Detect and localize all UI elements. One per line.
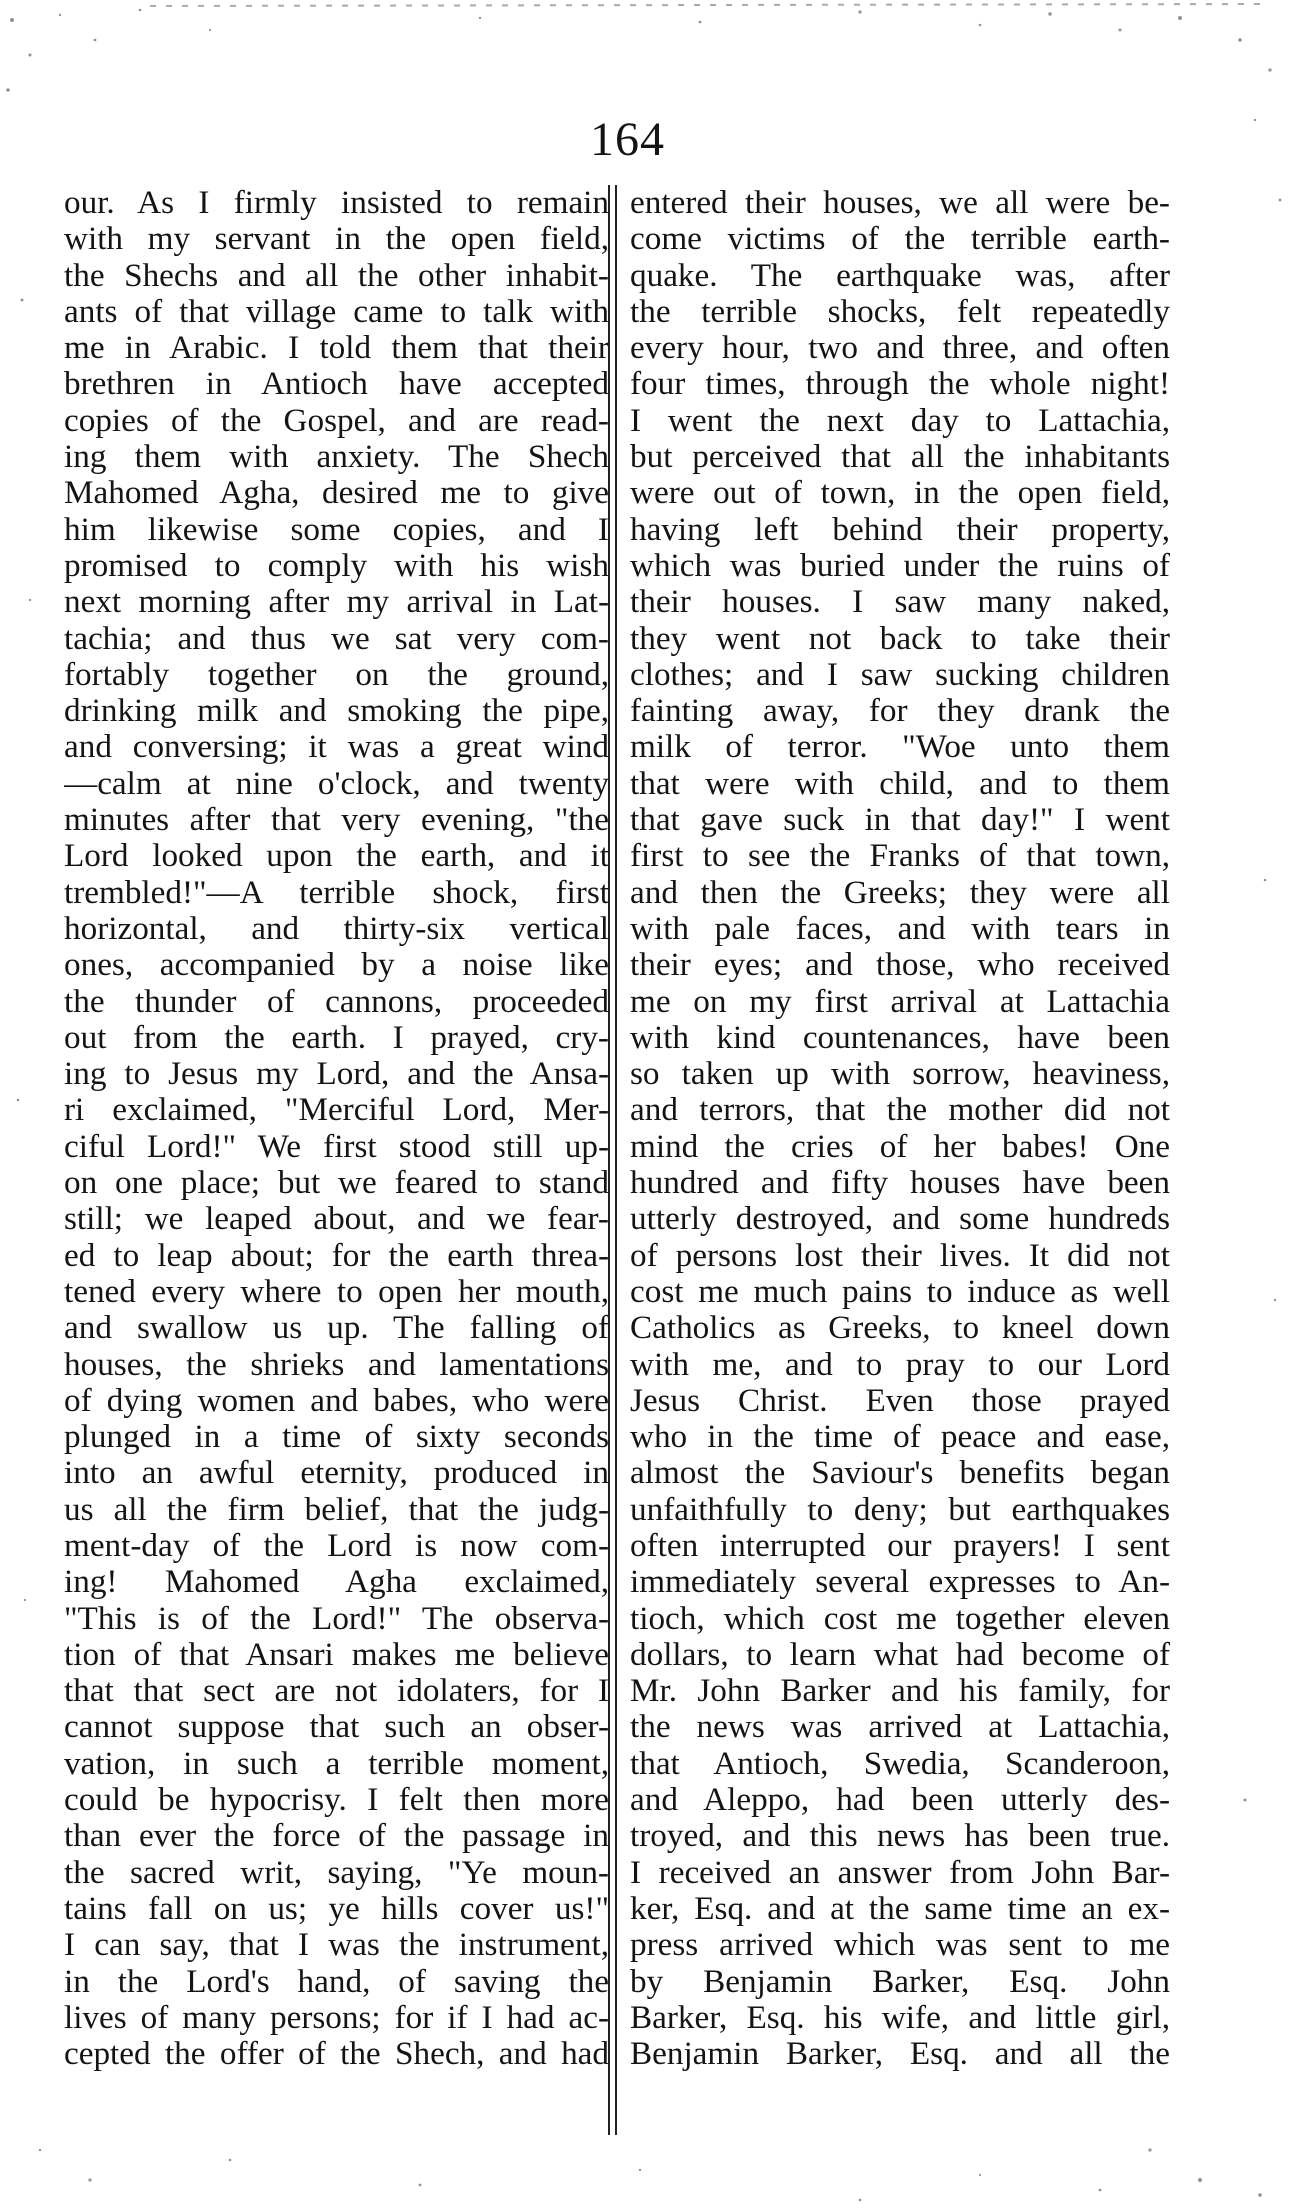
- text-line: and swallow us up. The falling of: [64, 1310, 609, 1347]
- text-line: could be hypocrisy. I felt then more: [64, 1782, 609, 1819]
- text-line: on one place; but we feared to stand: [64, 1165, 609, 1202]
- text-line: ciful Lord!" We first stood still up-: [64, 1128, 609, 1165]
- text-line: ants of that village came to talk with: [64, 293, 609, 330]
- text-line: cannot suppose that such an obser-: [64, 1709, 609, 1746]
- text-line: in the Lord's hand, of saving the: [64, 1963, 609, 2000]
- column-divider-rule: [608, 185, 617, 2135]
- text-line: horizontal, and thirty-six vertical: [64, 910, 609, 947]
- text-line: promised to comply with his wish: [64, 547, 609, 584]
- text-line: that that sect are not idolaters, for I: [64, 1673, 609, 1710]
- text-line: copies of the Gospel, and are read-: [64, 402, 609, 439]
- text-line: who in the time of peace and ease,: [630, 1419, 1170, 1456]
- text-line: ker, Esq. and at the same time an ex-: [630, 1890, 1170, 1927]
- text-line: fainting away, for they drank the: [630, 693, 1170, 730]
- text-line: houses, the shrieks and lamentations: [64, 1346, 609, 1383]
- text-line: Barker, Esq. his wife, and little girl,: [630, 1999, 1170, 2036]
- text-line: minutes after that very evening, "the: [64, 802, 609, 839]
- text-line: so taken up with sorrow, heaviness,: [630, 1056, 1170, 1093]
- text-line: tioch, which cost me together eleven: [630, 1600, 1170, 1637]
- text-line: I can say, that I was the instrument,: [64, 1927, 609, 1964]
- text-line: trembled!"—A terrible shock, first: [64, 874, 609, 911]
- text-line: I received an answer from John Bar-: [630, 1854, 1170, 1891]
- text-line: me on my first arrival at Lattachia: [630, 983, 1170, 1020]
- text-line: Mahomed Agha, desired me to give: [64, 475, 609, 512]
- text-line: tion of that Ansari makes me believe: [64, 1636, 609, 1673]
- text-line: cepted the offer of the Shech, and had: [64, 2036, 609, 2073]
- text-line: having left behind their property,: [630, 511, 1170, 548]
- text-line: four times, through the whole night!: [630, 366, 1170, 403]
- text-line: the terrible shocks, felt repeatedly: [630, 293, 1170, 330]
- text-line: "This is of the Lord!" The observa-: [64, 1600, 609, 1637]
- text-line: hundred and fifty houses have been: [630, 1165, 1170, 1202]
- text-line: with my servant in the open field,: [64, 221, 609, 258]
- text-line: their eyes; and those, who received: [630, 947, 1170, 984]
- text-line: and Aleppo, had been utterly des-: [630, 1782, 1170, 1819]
- text-line: lives of many persons; for if I had ac-: [64, 1999, 609, 2036]
- text-line: the news was arrived at Lattachia,: [630, 1709, 1170, 1746]
- text-line: immediately several expresses to An-: [630, 1564, 1170, 1601]
- text-line: the sacred writ, saying, "Ye moun-: [64, 1854, 609, 1891]
- text-line: come victims of the terrible earth-: [630, 221, 1170, 258]
- text-line: ing to Jesus my Lord, and the Ansa-: [64, 1056, 609, 1093]
- text-line: ing them with anxiety. The Shech: [64, 439, 609, 476]
- text-line: with me, and to pray to our Lord: [630, 1346, 1170, 1383]
- text-line: into an awful eternity, produced in: [64, 1455, 609, 1492]
- text-line: and terrors, that the mother did not: [630, 1092, 1170, 1129]
- text-line: every hour, two and three, and often: [630, 330, 1170, 367]
- text-line: that were with child, and to them: [630, 765, 1170, 802]
- text-line: but perceived that all the inhabitants: [630, 439, 1170, 476]
- text-line: Catholics as Greeks, to kneel down: [630, 1310, 1170, 1347]
- page-number: 164: [590, 113, 665, 166]
- text-line: ing! Mahomed Agha exclaimed,: [64, 1564, 609, 1601]
- text-line: with pale faces, and with tears in: [630, 910, 1170, 947]
- text-line: the thunder of cannons, proceeded: [64, 983, 609, 1020]
- text-line: fortably together on the ground,: [64, 656, 609, 693]
- text-line: Jesus Christ. Even those prayed: [630, 1382, 1170, 1419]
- text-line: press arrived which was sent to me: [630, 1927, 1170, 1964]
- right-column: [630, 185, 1170, 2072]
- text-line: of dying women and babes, who were: [64, 1382, 609, 1419]
- text-line: us all the firm belief, that the judg-: [64, 1491, 609, 1528]
- text-line: first to see the Franks of that town,: [630, 838, 1170, 875]
- text-line: cost me much pains to induce as well: [630, 1273, 1170, 1310]
- text-line: Benjamin Barker, Esq. and all the: [630, 2036, 1170, 2073]
- text-line: their houses. I saw many naked,: [630, 584, 1170, 621]
- text-line: ed to leap about; for the earth threa-: [64, 1237, 609, 1274]
- text-line: which was buried under the ruins of: [630, 547, 1170, 584]
- text-line: quake. The earthquake was, after: [630, 257, 1170, 294]
- text-line: out from the earth. I prayed, cry-: [64, 1019, 609, 1056]
- text-line: of persons lost their lives. It did not: [630, 1237, 1170, 1274]
- text-line: mind the cries of her babes! One: [630, 1128, 1170, 1165]
- text-line: the Shechs and all the other inhabit-: [64, 257, 609, 294]
- text-line: —calm at nine o'clock, and twenty: [64, 765, 609, 802]
- text-line: next morning after my arrival in Lat-: [64, 584, 609, 621]
- text-line: tachia; and thus we sat very com-: [64, 620, 609, 657]
- text-line: by Benjamin Barker, Esq. John: [630, 1963, 1170, 2000]
- text-line: unfaithfully to deny; but earthquakes: [630, 1491, 1170, 1528]
- text-line: were out of town, in the open field,: [630, 475, 1170, 512]
- text-line: tains fall on us; ye hills cover us!": [64, 1890, 609, 1927]
- text-line: entered their houses, we all were be-: [630, 185, 1170, 221]
- text-line: vation, in such a terrible moment,: [64, 1745, 609, 1782]
- text-line: him likewise some copies, and I: [64, 511, 609, 548]
- text-line: me in Arabic. I told them that their: [64, 330, 609, 367]
- text-line: they went not back to take their: [630, 620, 1170, 657]
- text-line: and conversing; it was a great wind: [64, 729, 609, 766]
- text-line: brethren in Antioch have accepted: [64, 366, 609, 403]
- text-line: ment-day of the Lord is now com-: [64, 1527, 609, 1564]
- text-line: still; we leaped about, and we fear-: [64, 1201, 609, 1238]
- text-line: that Antioch, Swedia, Scanderoon,: [630, 1745, 1170, 1782]
- text-line: utterly destroyed, and some hundreds: [630, 1201, 1170, 1238]
- text-line: plunged in a time of sixty seconds: [64, 1419, 609, 1456]
- text-line: often interrupted our prayers! I sent: [630, 1527, 1170, 1564]
- text-line: Mr. John Barker and his family, for: [630, 1673, 1170, 1710]
- text-line: Lord looked upon the earth, and it: [64, 838, 609, 875]
- text-line: drinking milk and smoking the pipe,: [64, 693, 609, 730]
- text-line: milk of terror. "Woe unto them: [630, 729, 1170, 766]
- text-line: with kind countenances, have been: [630, 1019, 1170, 1056]
- left-column: [64, 185, 609, 2072]
- text-line: our. As I firmly insisted to remain: [64, 185, 609, 221]
- text-line: than ever the force of the passage in: [64, 1818, 609, 1855]
- text-line: clothes; and I saw sucking children: [630, 656, 1170, 693]
- text-line: almost the Saviour's benefits began: [630, 1455, 1170, 1492]
- text-line: that gave suck in that day!" I went: [630, 802, 1170, 839]
- text-line: ones, accompanied by a noise like: [64, 947, 609, 984]
- text-line: tened every where to open her mouth,: [64, 1273, 609, 1310]
- text-line: I went the next day to Lattachia,: [630, 402, 1170, 439]
- text-line: dollars, to learn what had become of: [630, 1636, 1170, 1673]
- text-line: troyed, and this news has been true.: [630, 1818, 1170, 1855]
- text-line: and then the Greeks; they were all: [630, 874, 1170, 911]
- text-line: ri exclaimed, "Merciful Lord, Mer-: [64, 1092, 609, 1129]
